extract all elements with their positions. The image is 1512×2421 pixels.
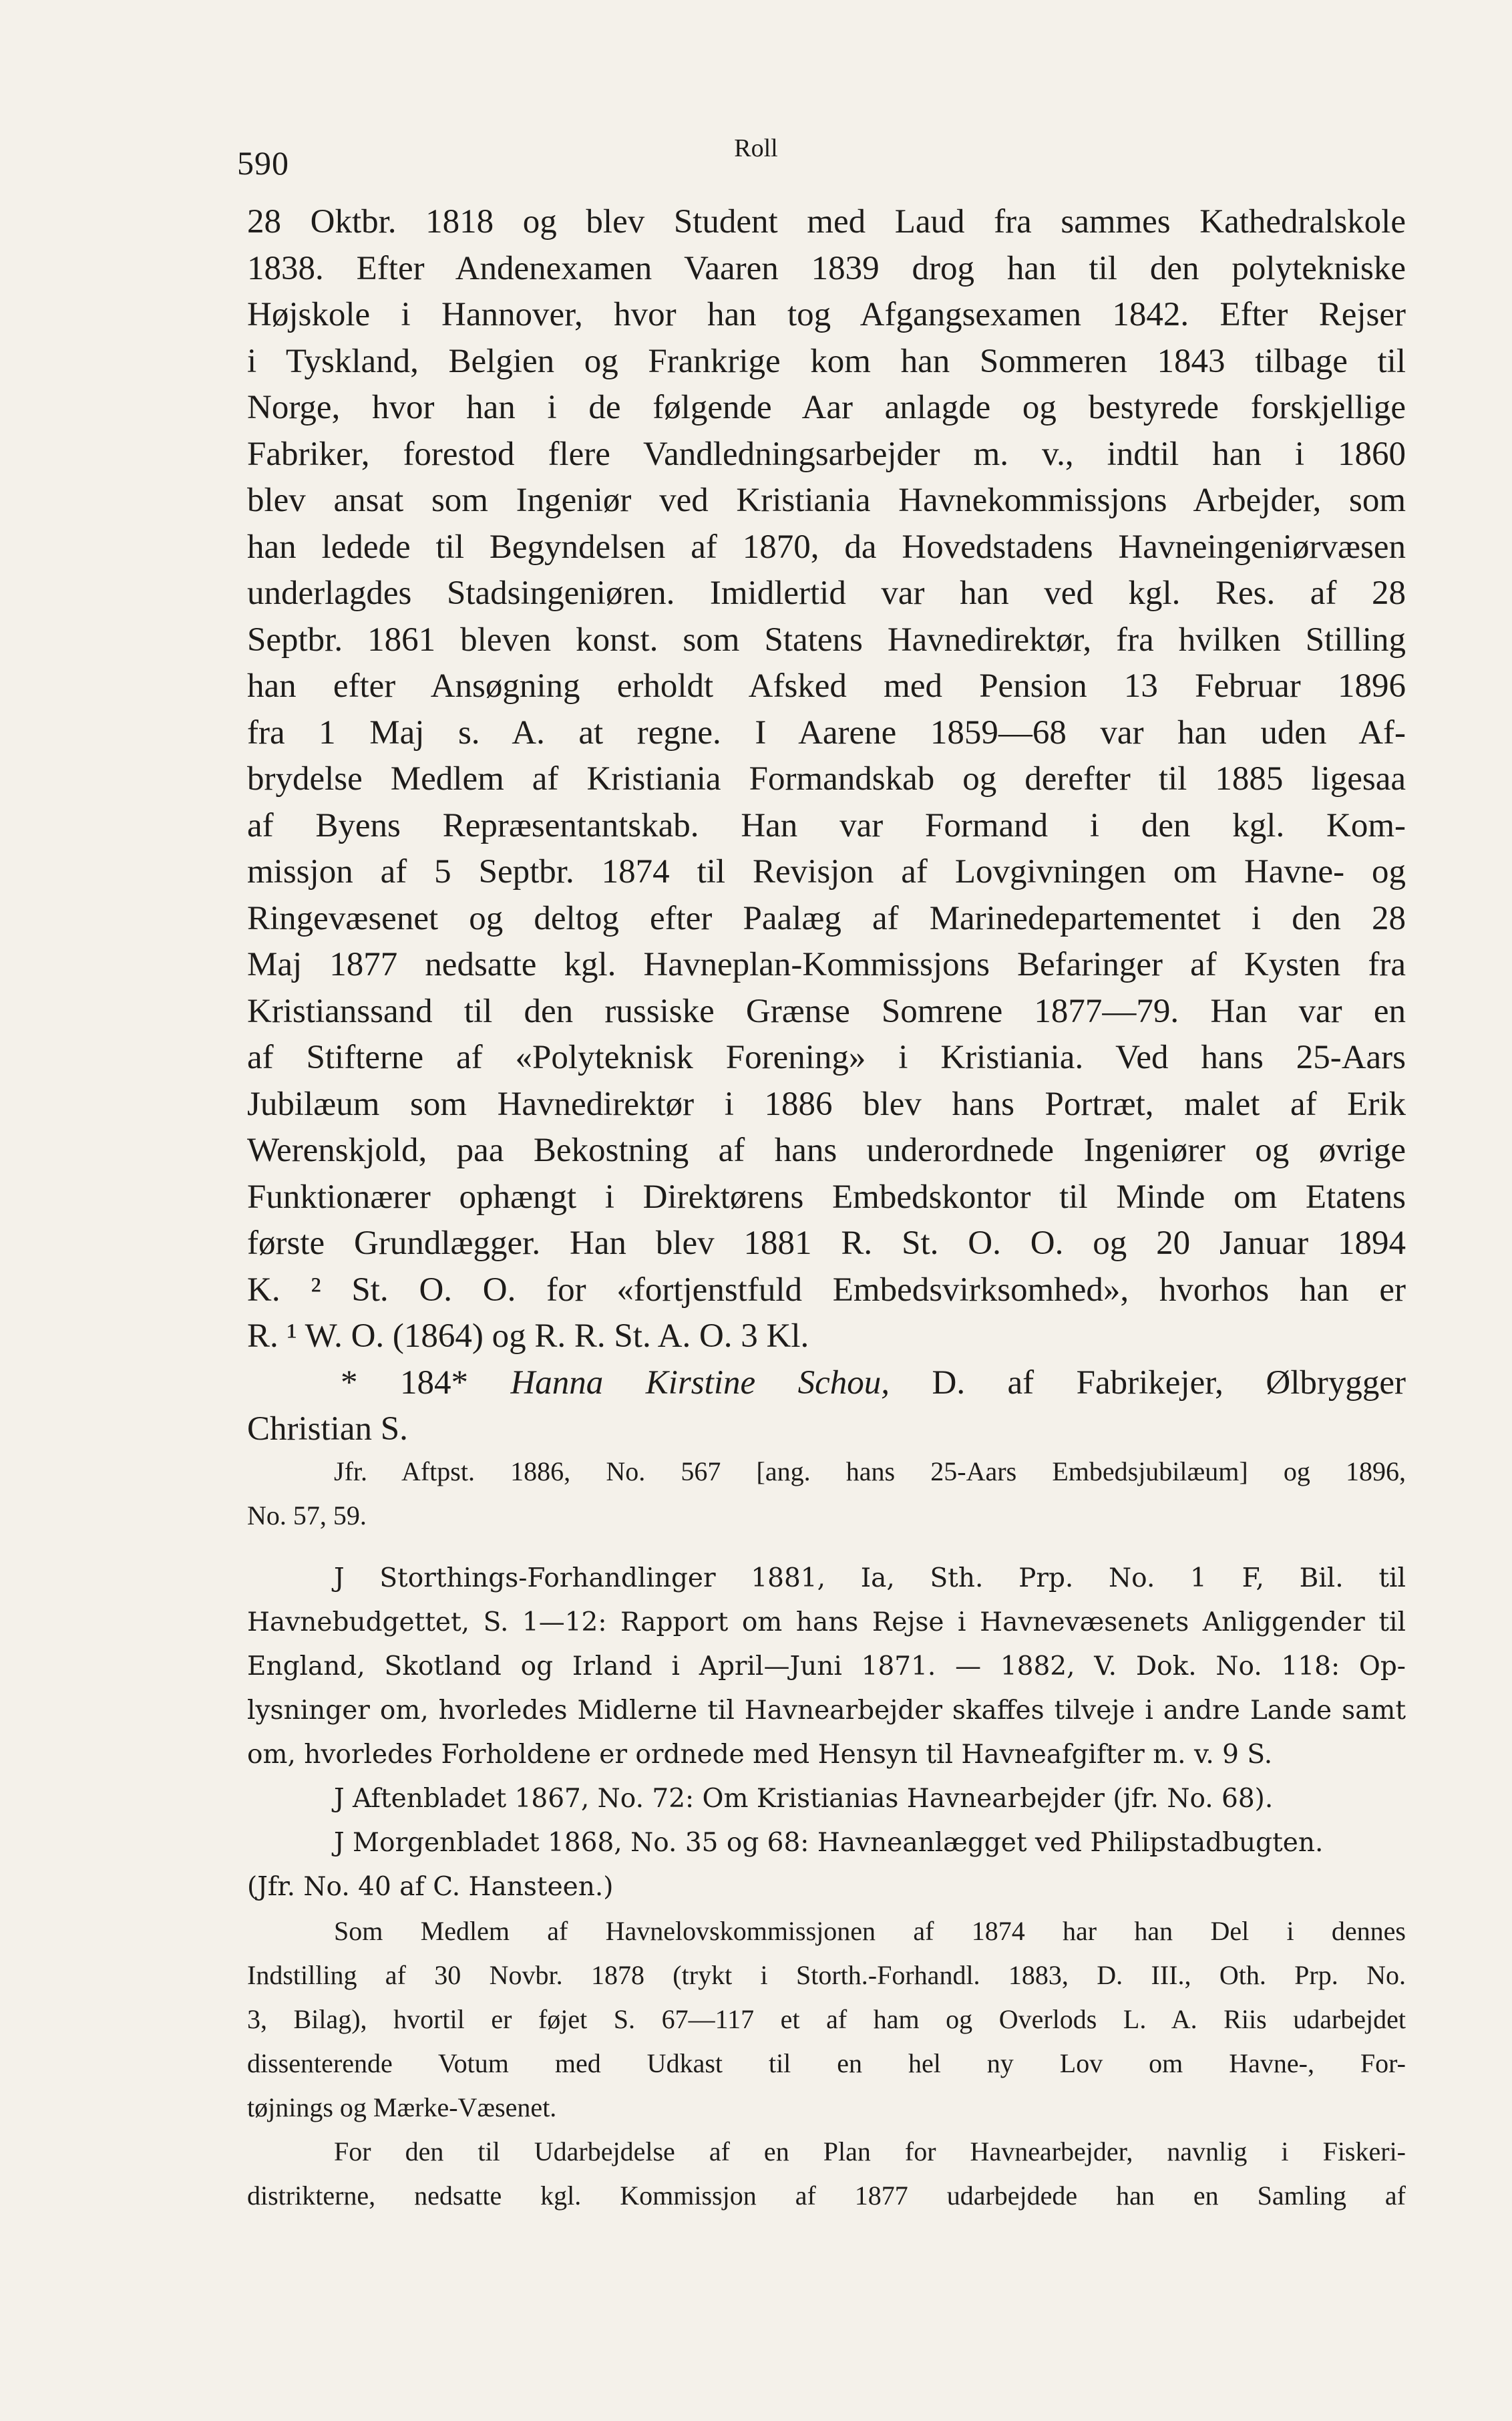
text-line: han efter Ansøgning erholdt Afsked med Pension 13 Februar 1896: [247, 667, 1406, 705]
main-text: [247, 199, 1406, 1453]
final-line: tøjnings og Mærke-Væsenet.: [247, 2092, 557, 2122]
marriage-continuation: Christian S.: [247, 1410, 408, 1448]
text-line: Septbr. 1861 bleven konst. som Statens Havnedirektør, fra hvilken Stilling: [247, 621, 1406, 659]
text-line: Norge, hvor han i de følgende Aar anlagde og bestyrede forskjellige: [247, 389, 1406, 426]
notes-section: [247, 1450, 1406, 2218]
text-line: Werenskjold, paa Bekostning af hans underordnede Ingeniører og øvrige: [247, 1132, 1406, 1169]
text-line: Jubilæum som Havnedirektør i 1886 blev hans Portræt, malet af Erik: [247, 1085, 1406, 1123]
text-line: Fabriker, forestod flere Vandledningsarbejder m. v., indtil han i 1860: [247, 435, 1406, 473]
source-line: England, Skotland og Irland i April—Juni 1871. — 1882, V. Dok. No. 118: Op-: [247, 1651, 1406, 1681]
text-line: han ledede til Begyndelsen af 1870, da Hovedstadens Havneingeniørvæsen: [247, 528, 1406, 566]
text-line: 28 Oktbr. 1818 og blev Student med Laud fra sammes Kathedralskole: [247, 203, 1406, 240]
note-line: Jfr. Aftpst. 1886, No. 567 [ang. hans 25-Aars Embedsjubilæum] og 1896,: [334, 1456, 1406, 1486]
final-line: Indstilling af 30 Novbr. 1878 (trykt i Storth.-Forhandl. 1883, D. III., Oth. Prp. No.: [247, 1960, 1406, 1990]
source-line: (Jfr. No. 40 af C. Hansteen.): [247, 1872, 614, 1902]
text-line: i Tyskland, Belgien og Frankrige kom han Sommeren 1843 tilbage til: [247, 342, 1406, 380]
text-line: Funktionærer ophængt i Direktørens Embedskontor til Minde om Etatens: [247, 1178, 1406, 1216]
text-line: Kristianssand til den russiske Grænse Somrene 1877—79. Han var en: [247, 992, 1406, 1030]
text-line: blev ansat som Ingeniør ved Kristiania Havnekommissjons Arbejder, som: [247, 482, 1406, 519]
text-line: af Byens Repræsentantskab. Han var Formand i den kgl. Kom-: [247, 806, 1406, 844]
text-line: af Stifterne af «Polyteknisk Forening» i Kristiania. Ved hans 25-Aars: [247, 1039, 1406, 1076]
running-head: Roll: [734, 134, 778, 162]
final-line: For den til Udarbejdelse af en Plan for Havnearbejder, navnlig i Fiskeri-: [334, 2136, 1406, 2166]
note-line: No. 57, 59.: [247, 1500, 367, 1530]
text-line: fra 1 Maj s. A. at regne. I Aarene 1859—68 var han uden Af-: [247, 713, 1406, 752]
spouse-name: Hanna Kirstine Schou,: [510, 1363, 890, 1402]
text-line: brydelse Medlem af Kristiania Formandskab og derefter til 1885 ligesaa: [247, 760, 1406, 798]
marriage-line: [247, 1360, 1406, 1407]
text-line: underlagdes Stadsingeniøren. Imidlertid var han ved kgl. Res. af 28: [247, 575, 1406, 612]
spouse-description: D. af Fabrikejer, Ølbrygger: [932, 1363, 1406, 1402]
source-line: Havnebudgettet, S. 1—12: Rapport om hans Rejse i Havnevæsenets Anliggender til: [247, 1607, 1406, 1637]
final-line: dissenterende Votum med Udkast til en hel ny Lov om Havne-, For-: [247, 2048, 1406, 2078]
text-line: Maj 1877 nedsatte kgl. Havneplan-Kommissjons Befaringer af Kysten fra: [247, 946, 1406, 983]
final-line: Som Medlem af Havnelovskommissjonen af 1874 har han Del i dennes: [334, 1916, 1406, 1946]
text-line: missjon af 5 Septbr. 1874 til Revisjon af Lovgivningen om Havne- og: [247, 853, 1406, 891]
source-line: J Storthings-Forhandlinger 1881, Ia, Sth. Prp. No. 1 F, Bil. til: [334, 1563, 1406, 1593]
source-line: lysninger om, hvorledes Midlerne til Havnearbejder skaffes tilveje i andre Lande samt: [247, 1696, 1406, 1726]
marriage-symbol: *: [341, 1363, 358, 1402]
text-line: R. ¹ W. O. (1864) og R. R. St. A. O. 3 Kl.: [247, 1317, 809, 1355]
text-line: K. ² St. O. O. for «fortjenstfuld Embedsvirksomhed», hvorhos han er: [247, 1271, 1406, 1309]
text-line: 1838. Efter Andenexamen Vaaren 1839 drog han til den polytekniske: [247, 249, 1406, 287]
marriage-year: 184*: [399, 1363, 468, 1402]
source-line: J Aftenbladet 1867, No. 72: Om Kristianias Havnearbejder (jfr. No. 68).: [334, 1784, 1274, 1814]
page-number: 590: [237, 144, 289, 182]
text-line: Ringevæsenet og deltog efter Paalæg af Marinedepartementet i den 28: [247, 899, 1406, 937]
final-line: 3, Bilag), hvortil er føjet S. 67—117 et af ham og Overlods L. A. Riis udarbejdet: [247, 2004, 1406, 2034]
source-line: om, hvorledes Forholdene er ordnede med Hensyn til Havneafgifter m. v. 9 S.: [247, 1740, 1273, 1770]
text-line: Højskole i Hannover, hvor han tog Afgangsexamen 1842. Efter Rejser: [247, 296, 1406, 333]
source-line: J Morgenbladet 1868, No. 35 og 68: Havneanlægget ved Philipstadbugten.: [334, 1828, 1324, 1858]
final-line: distrikterne, nedsatte kgl. Kommissjon af 1877 udarbejdede han en Samling af: [247, 2181, 1406, 2211]
text-line: første Grundlægger. Han blev 1881 R. St. O. O. og 20 Januar 1894: [247, 1225, 1406, 1262]
